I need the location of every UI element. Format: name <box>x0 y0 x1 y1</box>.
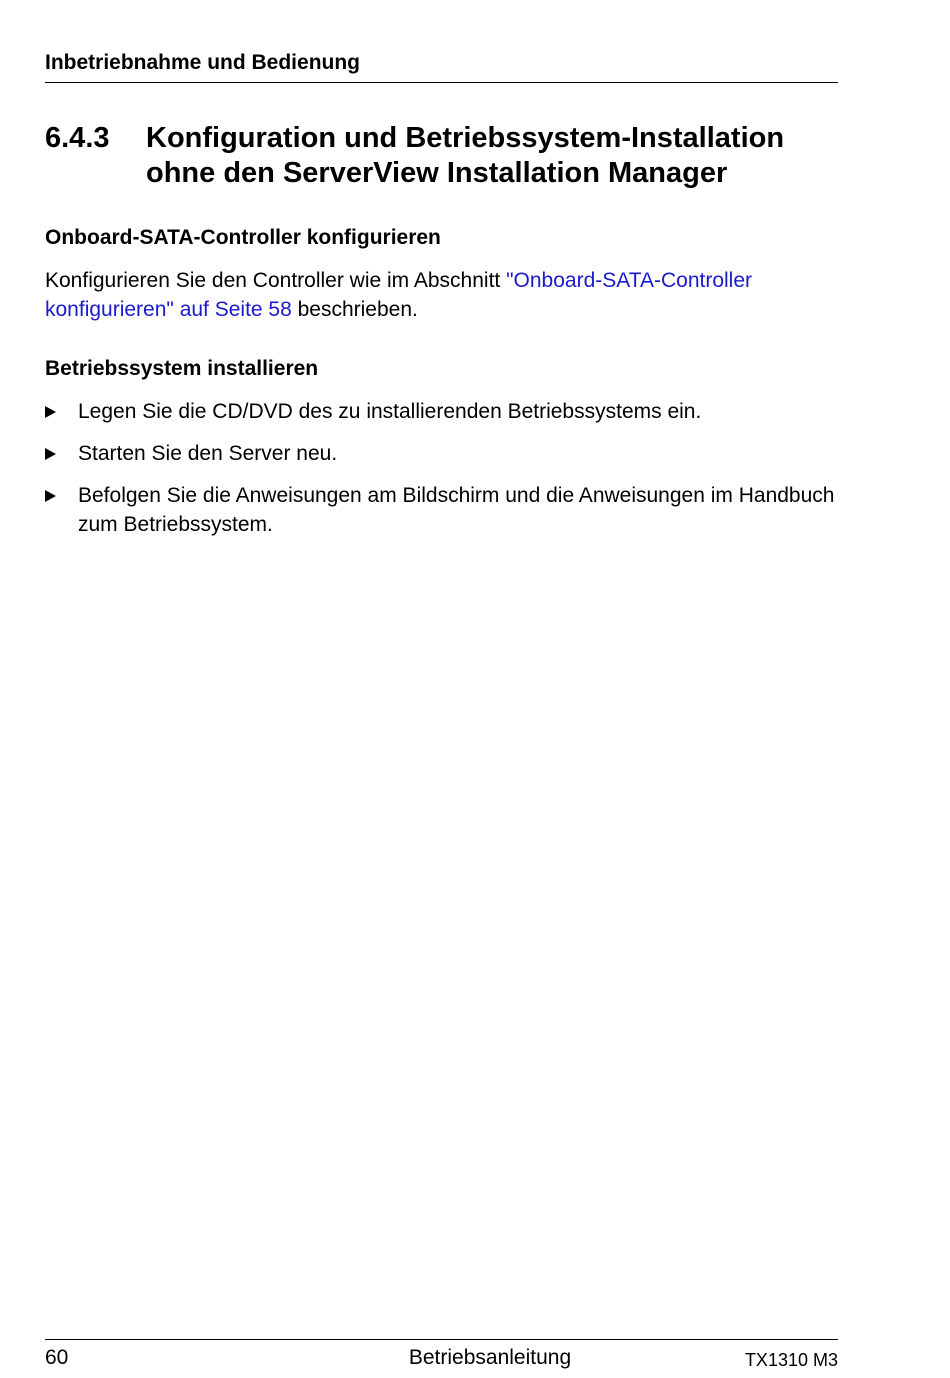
footer-rule <box>45 1339 838 1340</box>
paragraph-text-after: beschrieben. <box>291 298 418 321</box>
step-text: Befolgen Sie die Anweisungen am Bildschirm und die Anweisungen im Handbuch zum Betriebssystem. <box>78 484 835 536</box>
right-triangle-icon <box>45 490 56 502</box>
instruction-step <box>45 481 835 539</box>
right-triangle-icon <box>45 448 56 460</box>
instruction-step <box>45 439 835 468</box>
instruction-steps <box>45 397 835 552</box>
step-text: Legen Sie die CD/DVD des zu installierenden Betriebssystems ein. <box>78 400 702 423</box>
step-text: Starten Sie den Server neu. <box>78 442 338 465</box>
section-title <box>146 121 836 191</box>
instruction-step <box>45 397 835 426</box>
link-line-2[interactable]: konfigurieren" auf Seite 58 <box>45 298 292 321</box>
header-rule <box>45 82 838 83</box>
footer-product-name: TX1310 M3 <box>744 1350 838 1370</box>
right-triangle-icon <box>45 406 56 418</box>
subheading-controller: Onboard-SATA-Controller konfigurieren <box>45 226 441 249</box>
section-title-line-2: ohne den ServerView Installation Manager <box>146 157 728 189</box>
paragraph-text-before: Konfigurieren Sie den Controller wie im Abschnitt <box>45 269 507 292</box>
running-header: Inbetriebnahme und Bedienung <box>45 51 361 74</box>
subheading-os-install: Betriebssystem installieren <box>45 357 319 380</box>
controller-paragraph <box>45 266 835 324</box>
section-title-line-1: Konfiguration und Betriebssystem-Installation <box>146 122 785 154</box>
footer-doc-title: Betriebsanleitung <box>408 1346 572 1369</box>
page-number: 60 <box>45 1346 69 1369</box>
link-line-1[interactable]: "Onboard-SATA-Controller <box>506 269 753 292</box>
section-number: 6.4.3 <box>45 122 110 154</box>
